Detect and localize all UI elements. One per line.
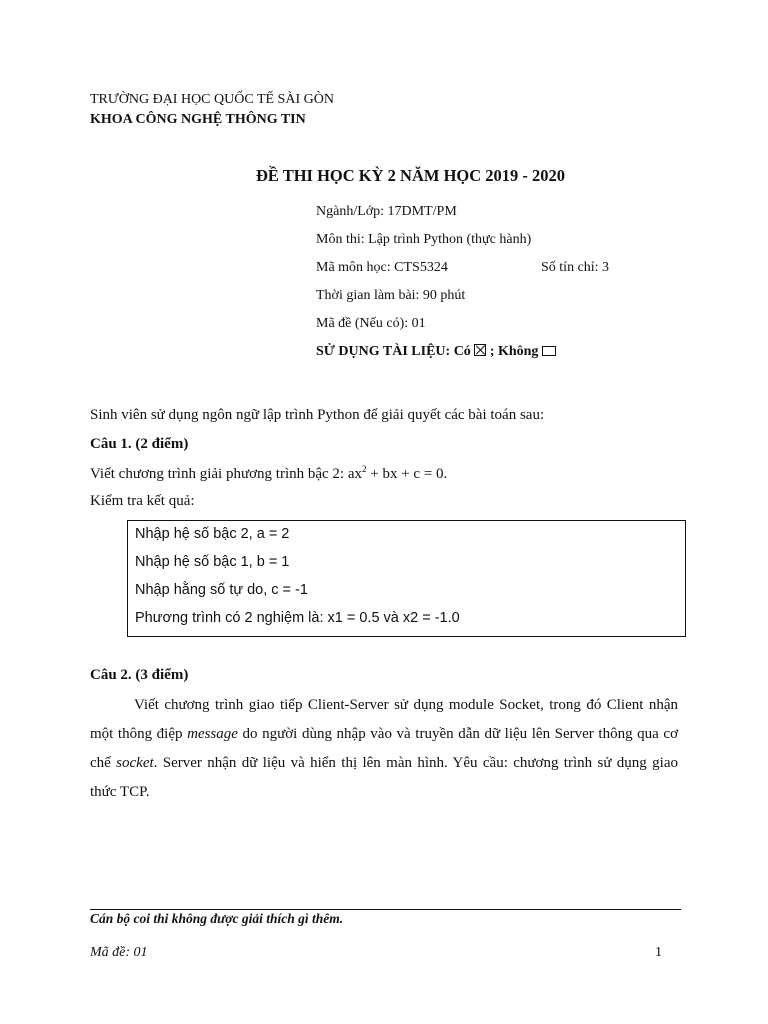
q2-italic-socket: socket bbox=[116, 755, 154, 771]
q1-superscript: 2 bbox=[362, 464, 367, 474]
materials-yes-checkbox bbox=[474, 344, 486, 356]
exam-code: Mã đề (Nếu có): 01 bbox=[316, 316, 426, 331]
major-class: Ngành/Lớp: 17DMT/PM bbox=[316, 204, 457, 219]
credits: Số tín chỉ: 3 bbox=[541, 260, 610, 275]
school-name: TRƯỜNG ĐẠI HỌC QUỐC TẾ SÀI GÒN bbox=[90, 92, 334, 107]
subject: Môn thi: Lập trình Python (thực hành) bbox=[316, 232, 532, 247]
course-code: Mã môn học: CTS5324 bbox=[316, 260, 448, 275]
materials-label: SỬ DỤNG TÀI LIỆU: Có bbox=[316, 344, 471, 359]
exam-title: ĐỀ THI HỌC KỲ 2 NĂM HỌC 2019 - 2020 bbox=[255, 166, 566, 185]
result-line: Nhập hệ số bậc 1, b = 1 bbox=[135, 554, 290, 570]
materials-line bbox=[316, 344, 556, 360]
result-line: Nhập hệ số bậc 2, a = 2 bbox=[135, 526, 290, 542]
result-box bbox=[127, 520, 686, 637]
question-1-text bbox=[90, 464, 447, 483]
q2-italic-message: message bbox=[187, 726, 238, 742]
question-2-body bbox=[90, 691, 678, 807]
footer-divider bbox=[90, 909, 681, 910]
question-2-heading: Câu 2. (3 điểm) bbox=[90, 667, 189, 683]
q1-text-after: + bx + c = 0. bbox=[366, 466, 448, 482]
footer-note: Cán bộ coi thi không được giải thích gì thêm. bbox=[90, 911, 344, 926]
duration: Thời gian làm bài: 90 phút bbox=[316, 288, 466, 303]
footer-exam-code: Mã đề: 01 bbox=[90, 945, 148, 960]
q2-part2: do người dùng nhập vào và truyền dẫn dữ liệu lên Server thông qua cơ chế bbox=[90, 726, 678, 771]
q1-text-before: Viết chương trình giải phương trình bậc 2: ax bbox=[90, 466, 362, 482]
result-line: Nhập hằng số tự do, c = -1 bbox=[135, 582, 308, 598]
faculty-name: KHOA CÔNG NGHỆ THÔNG TIN bbox=[90, 112, 306, 127]
materials-no-label: ; Không bbox=[489, 344, 539, 359]
page-number: 1 bbox=[655, 945, 662, 960]
materials-no-checkbox bbox=[542, 346, 556, 356]
q2-part1: Viết chương trình giao tiếp Client-Server sử dụng module Socket, trong đó Client nhận một thông điệp bbox=[90, 697, 678, 742]
instructions: Sinh viên sử dụng ngôn ngữ lập trình Python để giải quyết các bài toán sau: bbox=[90, 407, 545, 423]
q2-part3: . Server nhận dữ liệu và hiển thị lên màn hình. Yêu cầu: chương trình sử dụng giao thức TCP. bbox=[90, 755, 678, 800]
check-result-label: Kiểm tra kết quả: bbox=[90, 493, 195, 509]
result-line: Phương trình có 2 nghiệm là: x1 = 0.5 và x2 = -1.0 bbox=[135, 610, 460, 626]
question-1-heading: Câu 1. (2 điểm) bbox=[90, 436, 189, 452]
